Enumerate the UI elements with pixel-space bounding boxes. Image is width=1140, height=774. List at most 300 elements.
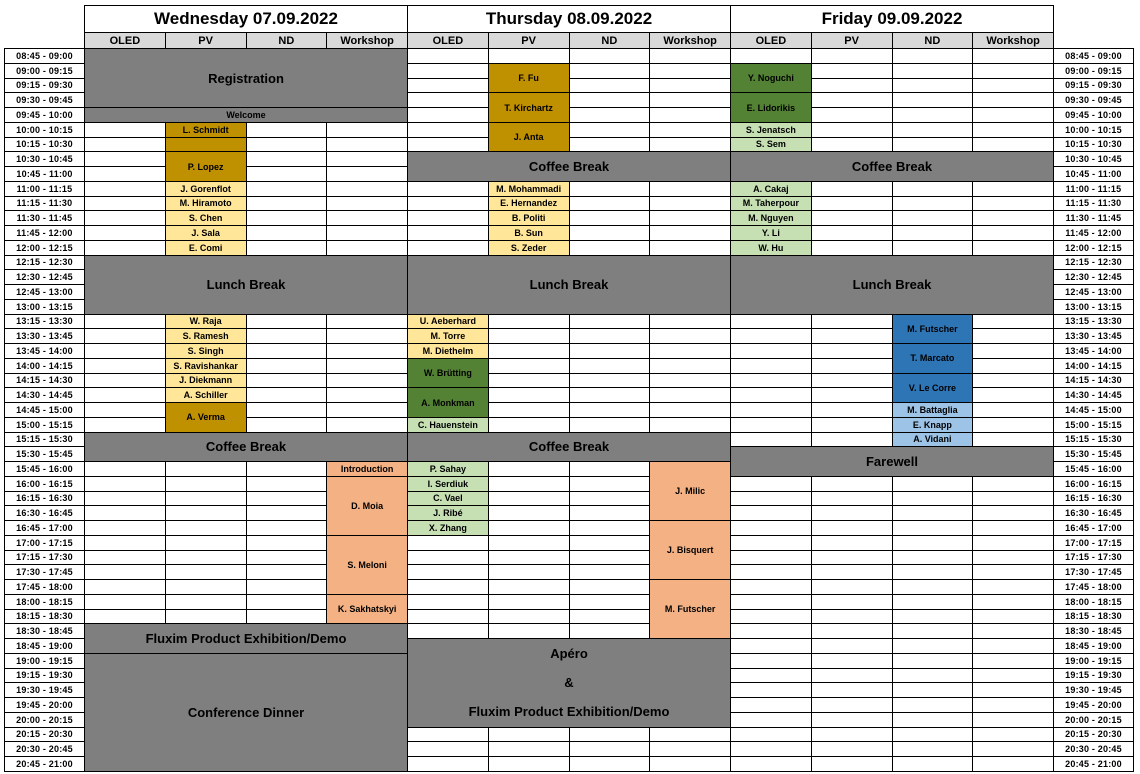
talk-slot[interactable]: M. Futscher	[892, 314, 974, 345]
empty-slot	[892, 623, 974, 639]
empty-slot	[892, 181, 974, 197]
empty-slot	[811, 638, 893, 654]
empty-slot	[811, 78, 893, 94]
empty-slot	[892, 564, 974, 580]
time-slot-right: 09:15 - 09:30	[1053, 78, 1134, 94]
empty-slot	[972, 609, 1054, 625]
time-slot-right: 12:30 - 12:45	[1053, 269, 1134, 285]
time-slot-left: 19:00 - 19:15	[4, 653, 85, 669]
track-header: Workshop	[649, 32, 731, 49]
empty-slot	[407, 535, 489, 551]
talk-slot[interactable]: M. Hiramoto	[165, 196, 247, 212]
empty-slot	[811, 550, 893, 566]
empty-slot	[811, 48, 893, 64]
empty-slot	[407, 107, 489, 123]
empty-slot	[811, 181, 893, 197]
empty-slot	[811, 594, 893, 610]
time-slot-right: 11:00 - 11:15	[1053, 181, 1134, 197]
talk-slot[interactable]: P. Sahay	[407, 461, 489, 477]
talk-slot[interactable]: J. Sala	[165, 225, 247, 241]
talk-slot[interactable]: M. Taherpour	[730, 196, 812, 212]
empty-slot	[488, 387, 570, 403]
talk-slot[interactable]: E. Lidorikis	[730, 92, 812, 123]
time-slot-left: 18:30 - 18:45	[4, 623, 85, 639]
empty-slot	[972, 343, 1054, 359]
talk-slot[interactable]: S. Singh	[165, 343, 247, 359]
empty-slot	[407, 609, 489, 625]
empty-slot	[972, 697, 1054, 713]
time-slot-right: 15:15 - 15:30	[1053, 432, 1134, 448]
time-slot-left: 18:15 - 18:30	[4, 609, 85, 625]
empty-slot	[972, 373, 1054, 389]
empty-slot	[811, 609, 893, 625]
empty-slot	[972, 137, 1054, 153]
empty-slot	[972, 653, 1054, 669]
time-slot-left: 16:15 - 16:30	[4, 491, 85, 507]
empty-slot	[730, 579, 812, 595]
talk-slot[interactable]: S. Meloni	[326, 535, 408, 595]
talk-slot[interactable]: S. Zeder	[488, 240, 570, 256]
empty-slot	[569, 78, 651, 94]
time-slot-left: 08:45 - 09:00	[4, 48, 85, 64]
empty-slot	[811, 387, 893, 403]
talk-slot[interactable]: Introduction	[326, 461, 408, 477]
empty-slot	[892, 594, 974, 610]
talk-slot[interactable]: A. Vidani	[892, 432, 974, 448]
time-slot-left: 10:30 - 10:45	[4, 151, 85, 167]
empty-slot	[407, 137, 489, 153]
empty-slot	[811, 328, 893, 344]
empty-slot	[246, 343, 328, 359]
time-slot-right: 11:30 - 11:45	[1053, 210, 1134, 226]
empty-slot	[84, 151, 166, 167]
empty-slot	[84, 181, 166, 197]
talk-slot[interactable]: A. Cakaj	[730, 181, 812, 197]
empty-slot	[569, 594, 651, 610]
talk-slot[interactable]: M. Nguyen	[730, 210, 812, 226]
talk-slot[interactable]: E. Knapp	[892, 417, 974, 433]
empty-slot	[569, 314, 651, 330]
empty-slot	[488, 343, 570, 359]
empty-slot	[892, 505, 974, 521]
time-slot-right: 17:00 - 17:15	[1053, 535, 1134, 551]
empty-slot	[84, 343, 166, 359]
time-slot-left: 14:00 - 14:15	[4, 358, 85, 374]
empty-slot	[892, 240, 974, 256]
empty-slot	[730, 491, 812, 507]
time-slot-left: 19:45 - 20:00	[4, 697, 85, 713]
empty-slot	[569, 461, 651, 477]
empty-slot	[730, 48, 812, 64]
time-slot-right: 10:45 - 11:00	[1053, 166, 1134, 182]
empty-slot	[972, 638, 1054, 654]
empty-slot	[892, 668, 974, 684]
talk-slot[interactable]: S. Jenatsch	[730, 122, 812, 138]
talk-slot[interactable]: S. Chen	[165, 210, 247, 226]
empty-slot	[811, 520, 893, 536]
empty-slot	[892, 741, 974, 757]
empty-slot	[972, 225, 1054, 241]
empty-slot	[811, 564, 893, 580]
empty-slot	[811, 505, 893, 521]
empty-slot	[569, 210, 651, 226]
empty-slot	[730, 653, 812, 669]
time-slot-right: 18:30 - 18:45	[1053, 623, 1134, 639]
empty-slot	[730, 697, 812, 713]
empty-slot	[972, 314, 1054, 330]
talk-slot[interactable]: M. Diethelm	[407, 343, 489, 359]
empty-slot	[811, 491, 893, 507]
empty-slot	[972, 240, 1054, 256]
empty-slot	[569, 579, 651, 595]
empty-slot	[972, 505, 1054, 521]
empty-slot	[407, 579, 489, 595]
time-slot-right: 19:45 - 20:00	[1053, 697, 1134, 713]
empty-slot	[407, 181, 489, 197]
empty-slot	[649, 741, 731, 757]
talk-slot[interactable]: E. Hernandez	[488, 196, 570, 212]
empty-slot	[811, 682, 893, 698]
empty-slot	[246, 196, 328, 212]
time-slot-right: 19:30 - 19:45	[1053, 682, 1134, 698]
empty-slot	[246, 181, 328, 197]
empty-slot	[246, 476, 328, 492]
empty-slot	[649, 225, 731, 241]
empty-slot	[811, 535, 893, 551]
empty-slot	[811, 225, 893, 241]
empty-slot	[407, 48, 489, 64]
empty-slot	[811, 63, 893, 79]
empty-slot	[972, 520, 1054, 536]
empty-slot	[649, 240, 731, 256]
empty-slot	[730, 550, 812, 566]
time-slot-left: 13:15 - 13:30	[4, 314, 85, 330]
empty-slot	[407, 727, 489, 743]
talk-slot[interactable]: A. Monkman	[407, 387, 489, 418]
time-slot-left: 13:30 - 13:45	[4, 328, 85, 344]
empty-slot	[407, 623, 489, 639]
empty-slot	[165, 564, 247, 580]
talk-slot[interactable]: J. Ribé	[407, 505, 489, 521]
talk-slot[interactable]: J. Anta	[488, 122, 570, 153]
session-block: Conference Dinner	[84, 653, 408, 772]
empty-slot	[407, 564, 489, 580]
talk-slot[interactable]: D. Moia	[326, 476, 408, 536]
time-slot-left: 12:45 - 13:00	[4, 284, 85, 300]
empty-slot	[326, 358, 408, 374]
talk-slot[interactable]: C. Vael	[407, 491, 489, 507]
talk-slot[interactable]: A. Schiller	[165, 387, 247, 403]
empty-slot	[649, 107, 731, 123]
empty-slot	[246, 417, 328, 433]
empty-slot	[84, 122, 166, 138]
time-slot-left: 18:45 - 19:00	[4, 638, 85, 654]
talk-slot[interactable]	[165, 137, 247, 153]
time-slot-left: 11:00 - 11:15	[4, 181, 85, 197]
empty-slot	[892, 92, 974, 108]
talk-slot[interactable]: J. Milic	[649, 461, 731, 521]
time-slot-right: 16:15 - 16:30	[1053, 491, 1134, 507]
empty-slot	[649, 196, 731, 212]
time-slot-left: 12:30 - 12:45	[4, 269, 85, 285]
time-slot-right: 09:00 - 09:15	[1053, 63, 1134, 79]
empty-slot	[246, 594, 328, 610]
empty-slot	[811, 668, 893, 684]
empty-slot	[730, 432, 812, 448]
talk-slot[interactable]: Y. Li	[730, 225, 812, 241]
time-slot-right: 11:45 - 12:00	[1053, 225, 1134, 241]
talk-slot[interactable]: E. Comi	[165, 240, 247, 256]
empty-slot	[165, 491, 247, 507]
empty-slot	[84, 210, 166, 226]
talk-slot[interactable]: M. Torre	[407, 328, 489, 344]
time-slot-right: 16:30 - 16:45	[1053, 505, 1134, 521]
empty-slot	[811, 240, 893, 256]
empty-slot	[730, 387, 812, 403]
talk-slot[interactable]: K. Sakhatskyi	[326, 594, 408, 625]
empty-slot	[488, 727, 570, 743]
talk-slot[interactable]: W. Hu	[730, 240, 812, 256]
talk-slot[interactable]: W. Brütting	[407, 358, 489, 389]
empty-slot	[569, 402, 651, 418]
empty-slot	[488, 328, 570, 344]
time-slot-right: 17:45 - 18:00	[1053, 579, 1134, 595]
empty-slot	[811, 653, 893, 669]
empty-slot	[730, 756, 812, 772]
empty-slot	[730, 520, 812, 536]
time-slot-left: 17:45 - 18:00	[4, 579, 85, 595]
time-slot-left: 17:15 - 17:30	[4, 550, 85, 566]
empty-slot	[972, 402, 1054, 418]
empty-slot	[488, 48, 570, 64]
talk-slot[interactable]: A. Verma	[165, 402, 247, 433]
empty-slot	[84, 240, 166, 256]
time-slot-left: 14:15 - 14:30	[4, 373, 85, 389]
empty-slot	[649, 78, 731, 94]
talk-slot[interactable]: J. Gorenflot	[165, 181, 247, 197]
empty-slot	[326, 137, 408, 153]
empty-slot	[569, 417, 651, 433]
talk-slot[interactable]: M. Futscher	[649, 579, 731, 639]
empty-slot	[892, 196, 974, 212]
empty-slot	[326, 343, 408, 359]
empty-slot	[84, 535, 166, 551]
talk-slot[interactable]: U. Aeberhard	[407, 314, 489, 330]
time-slot-left: 14:30 - 14:45	[4, 387, 85, 403]
time-slot-right: 20:45 - 21:00	[1053, 756, 1134, 772]
time-slot-left: 10:45 - 11:00	[4, 166, 85, 182]
empty-slot	[569, 727, 651, 743]
empty-slot	[892, 712, 974, 728]
empty-slot	[84, 579, 166, 595]
talk-slot[interactable]: Y. Noguchi	[730, 63, 812, 94]
empty-slot	[811, 417, 893, 433]
empty-slot	[892, 697, 974, 713]
empty-slot	[246, 151, 328, 167]
empty-slot	[326, 122, 408, 138]
empty-slot	[892, 122, 974, 138]
empty-slot	[488, 579, 570, 595]
time-slot-right: 20:30 - 20:45	[1053, 741, 1134, 757]
talk-slot[interactable]: S. Ravishankar	[165, 358, 247, 374]
empty-slot	[972, 550, 1054, 566]
empty-slot	[488, 623, 570, 639]
empty-slot	[972, 63, 1054, 79]
empty-slot	[246, 402, 328, 418]
empty-slot	[811, 697, 893, 713]
empty-slot	[488, 520, 570, 536]
empty-slot	[246, 225, 328, 241]
time-slot-left: 19:30 - 19:45	[4, 682, 85, 698]
time-slot-right: 18:15 - 18:30	[1053, 609, 1134, 625]
time-slot-left: 16:00 - 16:15	[4, 476, 85, 492]
empty-slot	[730, 417, 812, 433]
empty-slot	[730, 682, 812, 698]
track-header: PV	[488, 32, 570, 49]
empty-slot	[569, 505, 651, 521]
empty-slot	[649, 92, 731, 108]
empty-slot	[488, 476, 570, 492]
empty-slot	[569, 373, 651, 389]
talk-slot[interactable]: S. Ramesh	[165, 328, 247, 344]
session-block: Welcome	[84, 107, 408, 123]
time-slot-right: 19:00 - 19:15	[1053, 653, 1134, 669]
time-slot-right: 09:30 - 09:45	[1053, 92, 1134, 108]
empty-slot	[84, 358, 166, 374]
time-slot-right: 12:15 - 12:30	[1053, 255, 1134, 271]
empty-slot	[972, 727, 1054, 743]
empty-slot	[246, 520, 328, 536]
talk-slot[interactable]: J. Bisquert	[649, 520, 731, 580]
empty-slot	[811, 402, 893, 418]
time-slot-left: 11:15 - 11:30	[4, 196, 85, 212]
talk-slot[interactable]: W. Raja	[165, 314, 247, 330]
empty-slot	[569, 741, 651, 757]
time-slot-right: 13:00 - 13:15	[1053, 299, 1134, 315]
session-block: Fluxim Product Exhibition/Demo	[84, 623, 408, 654]
empty-slot	[569, 491, 651, 507]
time-slot-left: 11:30 - 11:45	[4, 210, 85, 226]
time-slot-right: 15:00 - 15:15	[1053, 417, 1134, 433]
empty-slot	[972, 358, 1054, 374]
time-slot-right: 10:30 - 10:45	[1053, 151, 1134, 167]
empty-slot	[488, 417, 570, 433]
empty-slot	[892, 756, 974, 772]
track-header: OLED	[730, 32, 812, 49]
empty-slot	[569, 535, 651, 551]
empty-slot	[165, 461, 247, 477]
empty-slot	[569, 623, 651, 639]
empty-slot	[407, 594, 489, 610]
empty-slot	[84, 402, 166, 418]
time-slot-right: 17:30 - 17:45	[1053, 564, 1134, 580]
time-slot-right: 09:45 - 10:00	[1053, 107, 1134, 123]
empty-slot	[569, 225, 651, 241]
empty-slot	[488, 461, 570, 477]
empty-slot	[972, 78, 1054, 94]
empty-slot	[649, 137, 731, 153]
empty-slot	[326, 225, 408, 241]
session-block: Coffee Break	[407, 432, 731, 463]
empty-slot	[84, 166, 166, 182]
empty-slot	[165, 505, 247, 521]
empty-slot	[649, 181, 731, 197]
empty-slot	[326, 196, 408, 212]
time-slot-left: 16:30 - 16:45	[4, 505, 85, 521]
empty-slot	[972, 92, 1054, 108]
time-slot-right: 14:30 - 14:45	[1053, 387, 1134, 403]
empty-slot	[972, 491, 1054, 507]
talk-slot[interactable]: C. Hauenstein	[407, 417, 489, 433]
empty-slot	[892, 609, 974, 625]
empty-slot	[84, 137, 166, 153]
session-block: Registration	[84, 48, 408, 108]
empty-slot	[246, 564, 328, 580]
empty-slot	[972, 712, 1054, 728]
talk-slot[interactable]: V. Le Corre	[892, 373, 974, 404]
talk-slot[interactable]: M. Mohammadi	[488, 181, 570, 197]
empty-slot	[488, 594, 570, 610]
talk-slot[interactable]: J. Diekmann	[165, 373, 247, 389]
empty-slot	[246, 314, 328, 330]
time-slot-right: 15:30 - 15:45	[1053, 446, 1134, 462]
time-slot-left: 10:00 - 10:15	[4, 122, 85, 138]
track-header: Workshop	[326, 32, 408, 49]
empty-slot	[246, 328, 328, 344]
talk-slot[interactable]: X. Zhang	[407, 520, 489, 536]
empty-slot	[892, 78, 974, 94]
empty-slot	[892, 137, 974, 153]
empty-slot	[811, 196, 893, 212]
empty-slot	[972, 328, 1054, 344]
empty-slot	[84, 594, 166, 610]
talk-slot[interactable]: F. Fu	[488, 63, 570, 94]
talk-slot[interactable]: P. Lopez	[165, 151, 247, 182]
talk-slot[interactable]: T. Kirchartz	[488, 92, 570, 123]
empty-slot	[246, 491, 328, 507]
empty-slot	[811, 579, 893, 595]
time-slot-right: 17:15 - 17:30	[1053, 550, 1134, 566]
talk-slot[interactable]: B. Sun	[488, 225, 570, 241]
empty-slot	[649, 122, 731, 138]
empty-slot	[165, 476, 247, 492]
empty-slot	[246, 535, 328, 551]
time-slot-right: 14:15 - 14:30	[1053, 373, 1134, 389]
empty-slot	[488, 314, 570, 330]
time-slot-right: 13:30 - 13:45	[1053, 328, 1134, 344]
empty-slot	[326, 314, 408, 330]
empty-slot	[649, 343, 731, 359]
empty-slot	[811, 476, 893, 492]
empty-slot	[246, 137, 328, 153]
talk-slot[interactable]: I. Serdiuk	[407, 476, 489, 492]
talk-slot[interactable]: T. Marcato	[892, 343, 974, 374]
empty-slot	[892, 210, 974, 226]
empty-slot	[892, 682, 974, 698]
empty-slot	[407, 92, 489, 108]
talk-slot[interactable]: M. Battaglia	[892, 402, 974, 418]
empty-slot	[811, 741, 893, 757]
empty-slot	[730, 402, 812, 418]
session-block: Lunch Break	[84, 255, 408, 315]
session-block: Lunch Break	[730, 255, 1054, 315]
time-slot-left: 17:00 - 17:15	[4, 535, 85, 551]
talk-slot[interactable]: L. Schmidt	[165, 122, 247, 138]
empty-slot	[972, 594, 1054, 610]
talk-slot[interactable]: S. Sem	[730, 137, 812, 153]
talk-slot[interactable]: B. Politi	[488, 210, 570, 226]
empty-slot	[811, 358, 893, 374]
